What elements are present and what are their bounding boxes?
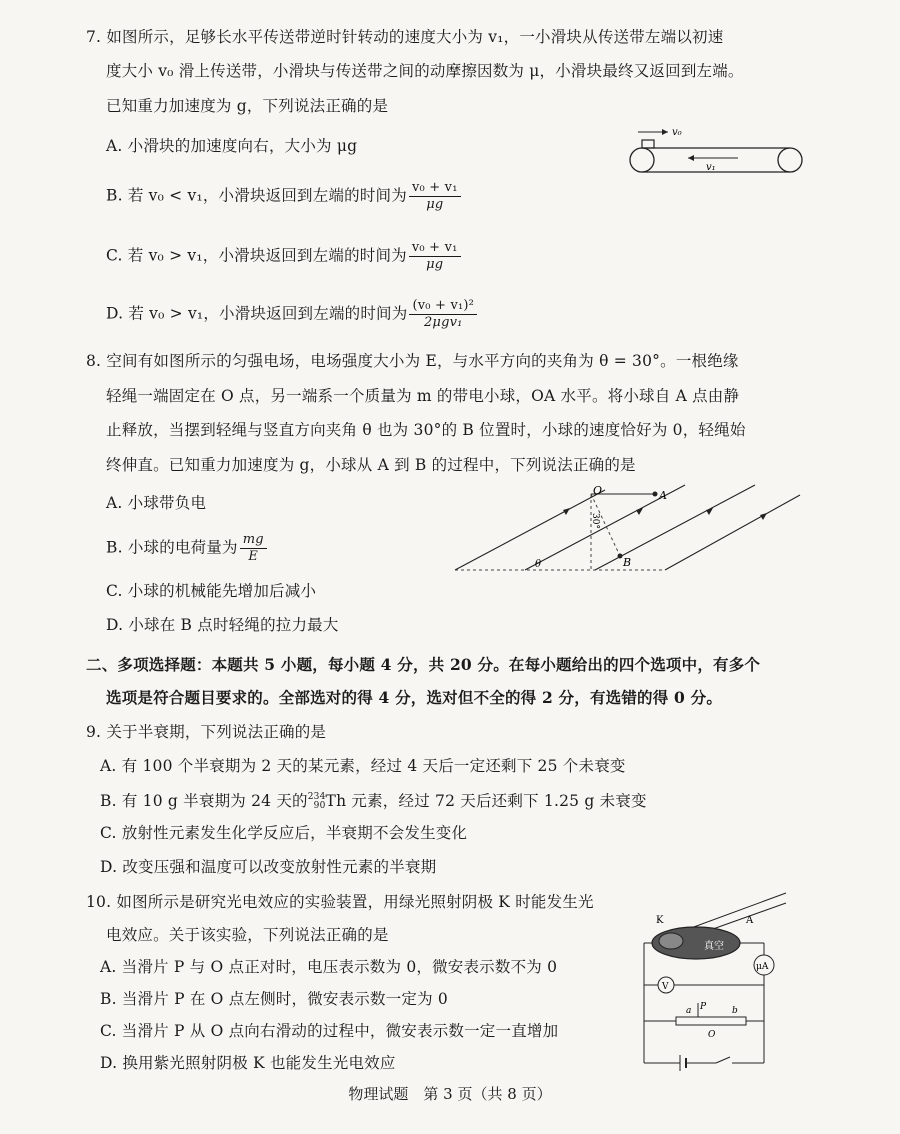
label-vacuum: 真空	[704, 941, 724, 952]
field-line-4	[665, 495, 800, 570]
field-arrow-4	[760, 513, 767, 520]
label-30deg: 30°	[590, 513, 600, 529]
q7-option-d-text: D. 若 v₀ > v₁，小滑块返回到左端的时间为	[106, 304, 408, 323]
q8-option-b-numerator: mg	[240, 532, 267, 549]
q8-stem-line3: 止释放，当摆到轻绳与竖直方向夹角 θ 也为 30°的 B 位置时，小球的速度恰好为 0，轻绳始	[106, 421, 746, 439]
q8-option-b-text: B. 小球的电荷量为	[106, 538, 238, 557]
q9-option-a: A. 有 100 个半衰期为 2 天的某元素，经过 4 天后一定还剩下 25 个未衰变	[100, 757, 626, 775]
label-V: V	[662, 982, 669, 992]
label-P: P	[700, 1002, 707, 1012]
q7-option-d	[106, 298, 479, 331]
q10-option-c: C. 当滑片 P 从 O 点向右滑动的过程中，微安表示数一定一直增加	[100, 1022, 559, 1040]
label-b: b	[732, 1006, 738, 1016]
q8-option-b-fraction	[240, 532, 267, 565]
section2-line2: 选项是符合题目要求的。全部选对的得 4 分，选对但不全的得 2 分，有选错的得 0 分。	[106, 688, 723, 707]
label-O: O	[593, 484, 603, 497]
q10-option-b: B. 当滑片 P 在 O 点左侧时，微安表示数一定为 0	[100, 990, 448, 1008]
label-a: a	[686, 1006, 692, 1016]
v1-arrowhead	[688, 155, 694, 161]
q10-stem-line1: 10. 如图所示是研究光电效应的实验装置，用绿光照射阴极 K 时能发生光	[86, 893, 594, 911]
switch	[716, 1057, 730, 1063]
q8-field-figure	[455, 480, 805, 580]
label-B: B	[623, 556, 632, 569]
field-arrow-1	[563, 508, 570, 515]
light-ray-1	[691, 893, 786, 928]
q10-stem-line2: 电效应。关于该实验，下列说法正确的是	[106, 926, 389, 944]
q9-option-b-suffix: 元素，经过 72 天后还剩下 1.25 g 未衰变	[346, 792, 647, 810]
q7-stem-line2: 度大小 v₀ 滑上传送带，小滑块与传送带之间的动摩擦因数为 μ，小滑块最终又返回到左端。	[106, 62, 744, 80]
q9-stem: 9. 关于半衰期，下列说法正确的是	[86, 723, 327, 741]
q10-circuit-figure	[636, 883, 786, 1073]
left-pulley	[630, 148, 654, 172]
q7-conveyor-figure	[628, 120, 808, 200]
q8-option-a: A. 小球带负电	[106, 494, 207, 512]
q7-option-b-numerator: v₀ + v₁	[409, 180, 461, 197]
q7-option-d-fraction	[409, 298, 477, 331]
q7-option-b-fraction	[409, 180, 461, 213]
q7-option-c-numerator: v₀ + v₁	[409, 240, 461, 257]
q8-option-b-denominator: E	[248, 549, 259, 564]
q7-option-b	[106, 180, 463, 213]
label-A-anode: A	[746, 915, 754, 926]
q7-stem-line3: 已知重力加速度为 g，下列说法正确的是	[106, 97, 389, 115]
v0-arrowhead	[662, 129, 668, 135]
q9-element-symbol: Th	[325, 792, 347, 810]
q7-option-c-text: C. 若 v₀ > v₁，小滑块返回到左端的时间为	[106, 246, 407, 265]
label-uA: μA	[756, 962, 769, 972]
slider-block	[642, 140, 654, 148]
q9-mass-number: 234	[307, 792, 326, 802]
page-footer: 物理试题 第 3 页（共 8 页）	[348, 1085, 552, 1103]
rheostat	[676, 1017, 746, 1025]
q7-option-c-fraction	[409, 240, 461, 273]
point-B	[618, 554, 623, 559]
q9-nuclide-numbers	[308, 793, 326, 811]
field-arrow-2	[636, 508, 643, 515]
cathode-K	[659, 933, 683, 949]
q7-option-c	[106, 240, 463, 273]
q7-stem-line1: 7. 如图所示，足够长水平传送带逆时针转动的速度大小为 v₁，一小滑块从传送带左端以初速	[86, 28, 724, 46]
q7-option-c-denominator: μg	[426, 257, 444, 272]
q8-option-c: C. 小球的机械能先增加后减小	[106, 582, 317, 600]
point-A	[653, 492, 658, 497]
q7-option-d-numerator: (v₀ + v₁)²	[409, 298, 477, 315]
q8-stem-line4: 终伸直。已知重力加速度为 g，小球从 A 到 B 的过程中，下列说法正确的是	[106, 456, 636, 474]
q10-option-a: A. 当滑片 P 与 O 点正对时，电压表示数为 0，微安表示数不为 0	[100, 958, 558, 976]
section2-line1: 二、多项选择题：本题共 5 小题，每小题 4 分，共 20 分。在每小题给出的四个选项中，有多个	[86, 655, 761, 674]
label-v1: v₁	[706, 162, 716, 173]
q9-option-b	[100, 790, 647, 812]
field-line-1	[455, 490, 605, 570]
q9-option-d: D. 改变压强和温度可以改变放射性元素的半衰期	[100, 858, 437, 876]
label-v0: v₀	[672, 127, 682, 138]
q7-option-d-denominator: 2μgv₁	[423, 315, 463, 330]
field-arrow-3	[706, 508, 713, 515]
q10-option-d: D. 换用紫光照射阴极 K 也能发生光电效应	[100, 1054, 396, 1072]
q8-option-b	[106, 532, 269, 565]
q7-option-a: A. 小滑块的加速度向右，大小为 μg	[106, 137, 358, 155]
q8-option-d: D. 小球在 B 点时轻绳的拉力最大	[106, 616, 339, 634]
q8-stem-line1: 8. 空间有如图所示的匀强电场，电场强度大小为 E，与水平方向的夹角为 θ = 30°。一根绝缘	[86, 352, 739, 370]
right-pulley	[778, 148, 802, 172]
label-O-rheostat: O	[708, 1030, 716, 1040]
q8-stem-line2: 轻绳一端固定在 O 点，另一端系一个质量为 m 的带电小球，OA 水平。将小球自 A 点由静	[106, 387, 740, 405]
q9-option-c: C. 放射性元素发生化学反应后，半衰期不会发生变化	[100, 824, 468, 842]
q9-atomic-number: 90	[313, 801, 326, 811]
label-K: K	[656, 915, 664, 926]
label-theta: θ	[535, 559, 542, 570]
q7-option-b-text: B. 若 v₀ < v₁，小滑块返回到左端的时间为	[106, 186, 407, 205]
q7-option-b-denominator: μg	[426, 197, 444, 212]
q9-option-b-prefix: B. 有 10 g 半衰期为 24 天的	[100, 792, 308, 810]
label-A: A	[659, 489, 667, 502]
